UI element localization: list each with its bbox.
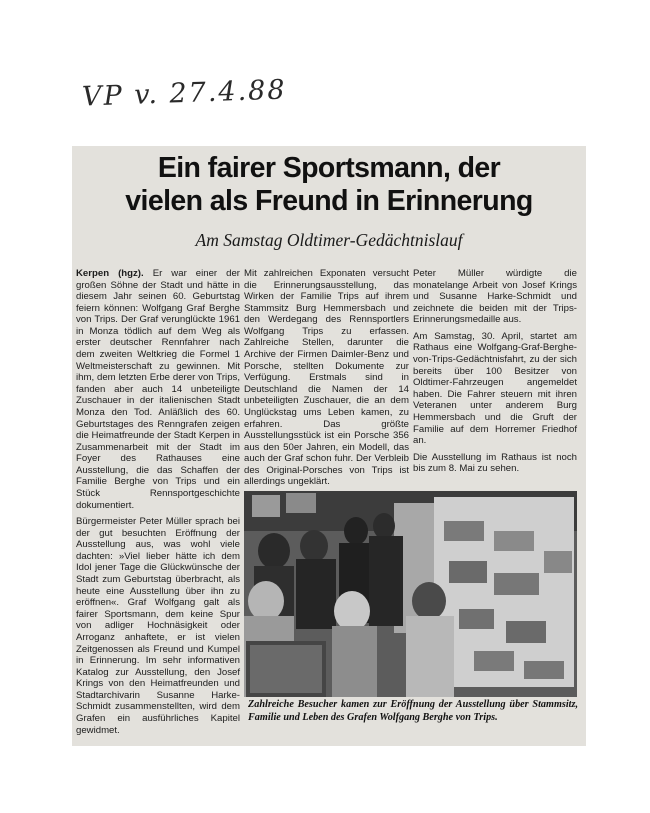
paragraph [76,268,240,511]
paragraph: Am Samstag, 30. April, startet am Rathaus eine Wolfgang-Graf-Berghe-von-Trips-Gedächtnisfahrt, zu der sich bereits über 100 Besitzer von Oldtimer-Fahrzeugen angemeldet haben. Die Fahrer steuern mit ihren Veteranen unter anderem Burg Hemmersbach und die Gruft der Familie auf dem Horremer Friedhof an. [413,330,577,447]
article-column-2 [244,268,409,488]
article-subheadline: Am Samstag Oldtimer-Gedächtnislauf [195,230,463,250]
article-column-3 [413,268,577,475]
paragraph: Die Ausstellung im Rathaus ist noch bis zum 8. Mai zu sehen. [413,451,577,475]
paragraph: Bürgermeister Peter Müller sprach bei der gut besuchten Eröffnung der Ausstellung aus, was wohl viele dachten: »Viel lieber hätte ich dem Idol jener Tage die Glückwünsche der Stadt zum Geburtstag überbracht, als heute eine Ausstellung über ihn zu eröffnen«. Graf Wolfgang galt als fairer Sportsmann, dem keine Spur von adliger Hochnäsigkeit oder Arroganz anhaftete, er ist vielen Zeitgenossen als Freund und Kumpel in Erinnerung. Im sehr informativen Katalog zur Ausstellung, den Josef Krings von den Heimatfreunden und Stadtarchivarin Susanne Harke-Schmidt zusammenstellten, wird dem Grafen ein ausführliches Kapitel gewidmet. [76,516,240,736]
paragraph-text: Er war einer der großen Söhne der Stadt und hätte in diesem Jahr seinen 60. Geburtstag feiern können: Wolfgang Graf Berghe von Trips. Der Graf verunglückte 1961 in Monza tödlich auf dem Weg als erster deutscher Rennfahrer nach dem zweiten Weltkrieg die Formel 1 Weltmeisterschaft zu gewinnen. Mit ihm, dem letzten Erbe derer von Trips, fanden aber auch 14 unbeteiligte Zuschauer in der italienischen Stadt Monza den Tod. Anläßlich des 60. Geburtstages des Renngrafen zeigen die Heimatfreunde der Stadt Kerpen in Zusammenarbeit mit der Stadt im Foyer des Rathauses eine Ausstellung, die das Schaffen der Familie Berghe von Trips und ein Stück Rennsportgeschichte dokumentiert. [76,268,241,511]
photo-image [244,491,577,697]
handwritten-date-note: VP v. 27.4.88 [81,74,288,113]
paragraph: Peter Müller würdigte die monatelange Arbeit von Josef Krings und Susanne Harke-Schmidt und zeichnete die beiden mit der Trips-Erinnerungsmedaille aus. [413,268,577,326]
photo-caption: Zahlreiche Besucher kamen zur Eröffnung der Ausstellung über Stammsitz, Familie und Leben des Grafen Wolfgang Berghe von Trips. [248,699,578,723]
paragraph: Mit zahlreichen Exponaten versucht die Erinnerungsausstellung, das Wirken der Familie Trips auf ihrem Stammsitz Burg Hemmersbach und den Werdegang des Rennsportlers Wolfgang Trips zu erfassen. Zahlreiche Stellen, darunter die Archive der Firmen Daimler-Benz und Porsche, stellten Dokumente zur Verfügung. Erstmals sind in Deutschland die Namen der 14 unbeteiligten Zuschauer, die an dem Unglückstag ums Leben kamen, zu erfahren. Das größte Ausstellungsstück ist ein Porsche 356 aus den 50er Jahren, ein Modell, das auch der Graf schon fuhr. Der Verbleib des Original-Porsches von Trips ist allerdings ungeklärt. [244,268,409,488]
exhibition-photo [244,491,577,697]
headline-line-2: vielen als Freund in Erinnerung [125,185,533,217]
newspaper-clipping [72,146,586,746]
article-headline [72,152,586,218]
headline-line-1: Ein fairer Sportsmann, der [157,152,501,184]
dateline: Kerpen (hgz). [76,268,144,279]
article-column-1 [76,268,240,736]
